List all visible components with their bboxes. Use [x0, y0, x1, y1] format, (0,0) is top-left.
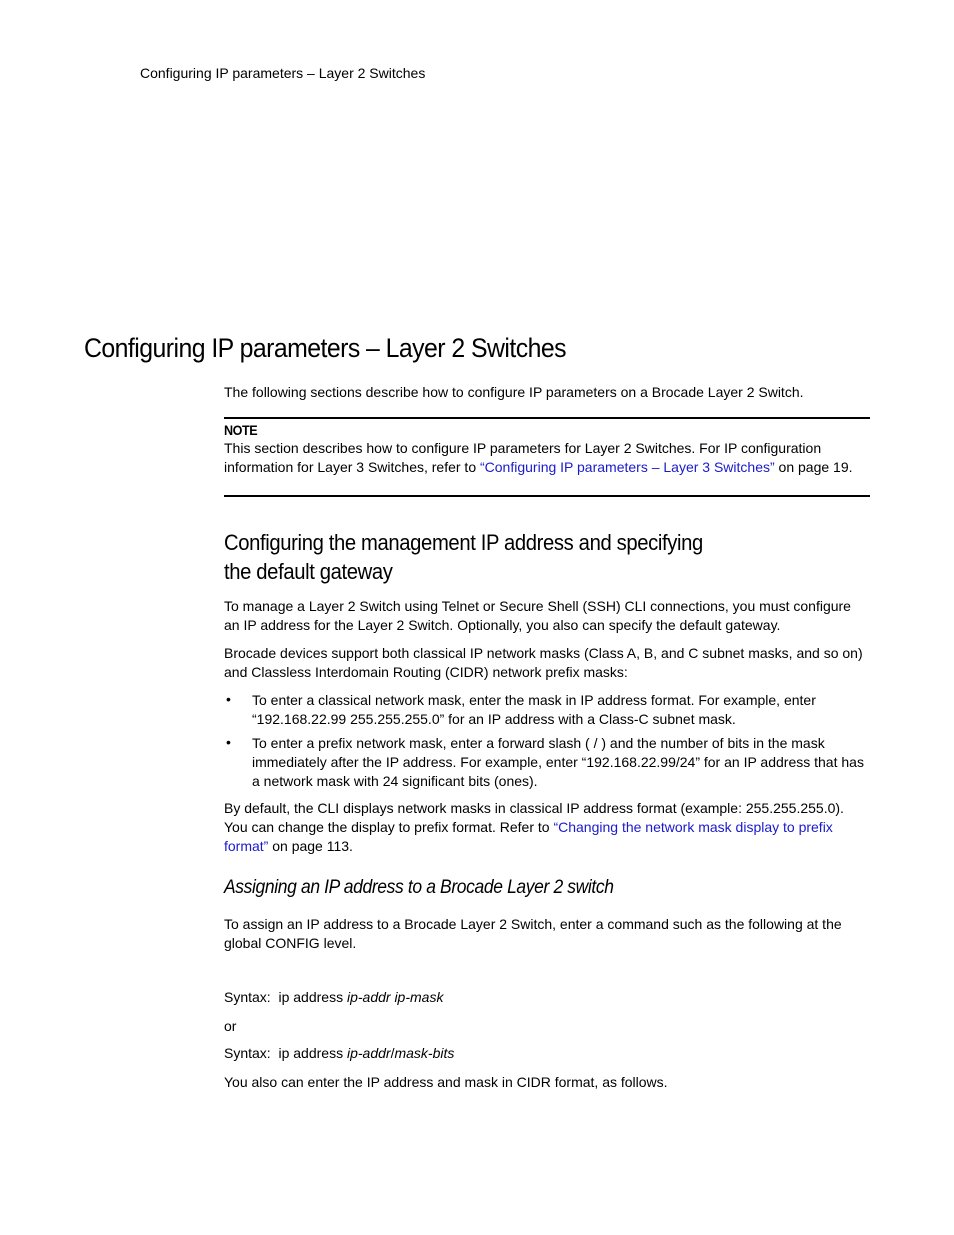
section-paragraph-1: To manage a Layer 2 Switch using Telnet or Secure Shell (SSH) CLI connections, you must configure an IP address for the Layer 2 Switch. Optionally, you also can specify the default gateway.	[224, 598, 851, 633]
section-paragraph-3: By default, the CLI displays network masks in classical IP address format (example: 255.255.255.0). You can change the display to prefix format. Refer to “Changing the network mask display to prefix format” on page 113.	[224, 800, 844, 854]
section-heading: Configuring the management IP address and specifying the default gateway	[224, 530, 703, 584]
or-text: or	[224, 1018, 237, 1034]
subsection-paragraph-2: You also can enter the IP address and mask in CIDR format, as follows.	[224, 1074, 668, 1090]
section-paragraph-2: Brocade devices support both classical IP network masks (Class A, B, and C subnet masks, and so on) and Classless Interdomain Routing (CIDR) network prefix masks:	[224, 645, 863, 680]
bullet-icon: •	[226, 691, 231, 707]
layer3-link[interactable]: “Configuring IP parameters – Layer 3 Switches”	[480, 459, 775, 475]
bullet-icon: •	[226, 734, 231, 750]
intro-paragraph: The following sections describe how to configure IP parameters on a Brocade Layer 2 Switch.	[224, 384, 804, 400]
subsection-heading: Assigning an IP address to a Brocade Layer 2 switch	[224, 877, 614, 898]
note-text: This section describes how to configure IP parameters for Layer 2 Switches. For IP configuration information for Layer 3 Switches, refer to “Configuring IP parameters – Layer 3 Switches” on page 19.	[224, 440, 853, 475]
subsection-paragraph-1: To assign an IP address to a Brocade Layer 2 Switch, enter a command such as the following at the global CONFIG level.	[224, 916, 842, 951]
prefix-format-link[interactable]: “Changing the network mask display to prefix format”	[224, 819, 833, 854]
syntax-line-2: Syntax: ip address ip-addr/mask-bits	[224, 1045, 455, 1061]
note-box	[224, 417, 870, 497]
note-label: NOTE	[224, 422, 258, 438]
running-header: Configuring IP parameters – Layer 2 Switches	[140, 65, 426, 81]
syntax-line-1: Syntax: ip address ip-addr ip-mask	[224, 989, 444, 1005]
chapter-title: Configuring IP parameters – Layer 2 Switches	[84, 333, 566, 363]
